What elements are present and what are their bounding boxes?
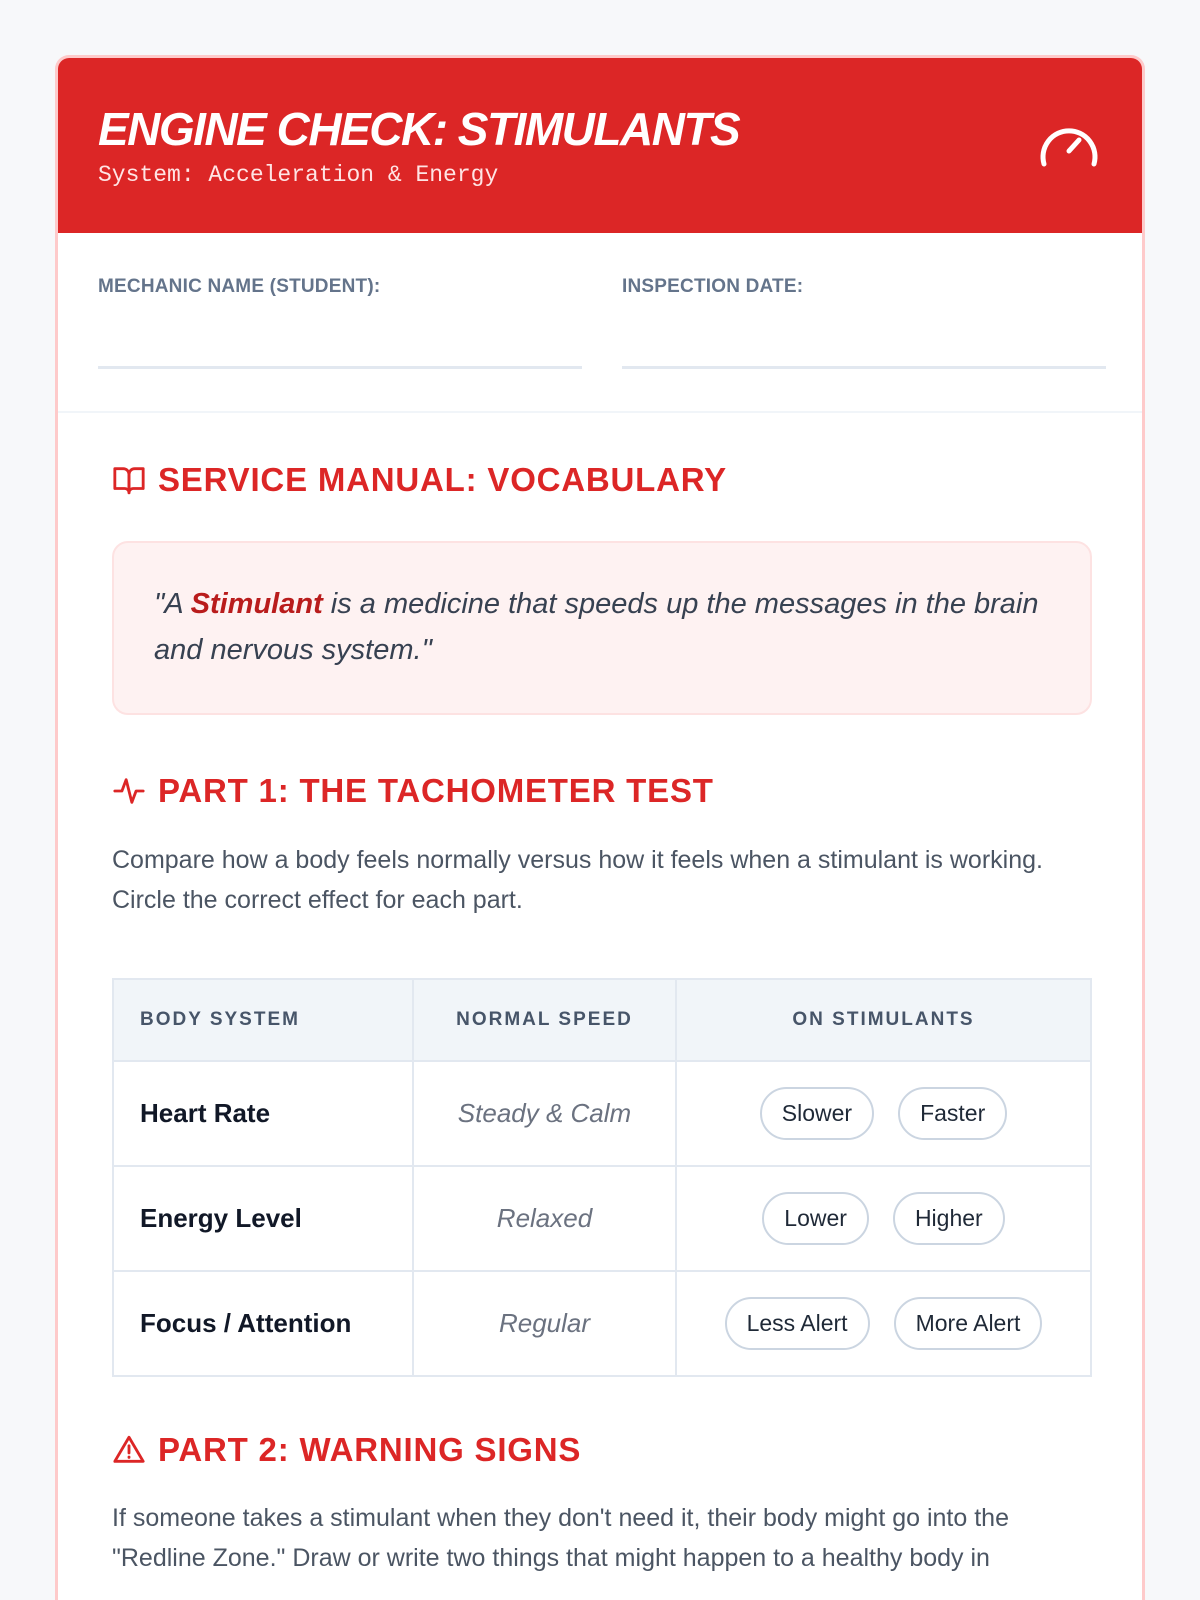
part2-heading <box>112 1431 581 1469</box>
mechanic-name-label: MECHANIC NAME (STUDENT): <box>98 276 381 297</box>
column-header-body-system: BODY SYSTEM <box>113 979 413 1061</box>
definition-text: is a medicine that speeds up the messages in the brain and nervous system." <box>154 588 1039 666</box>
part2-instructions: If someone takes a stimulant when they don't need it, their body might go into the "Redline Zone." Draw or write two things that might happen to a healthy body in <box>112 1504 1009 1572</box>
part2-heading-text: PART 2: WARNING SIGNS <box>158 1431 582 1468</box>
table-header-row <box>113 979 1091 1061</box>
normal-speed-cell: Relaxed <box>413 1166 676 1271</box>
vocabulary-heading <box>112 461 727 499</box>
part1-heading-text: PART 1: THE TACHOMETER TEST <box>158 772 714 809</box>
normal-speed-cell: Regular <box>413 1271 676 1376</box>
inspection-date-label: INSPECTION DATE: <box>622 276 804 297</box>
worksheet-title: ENGINE CHECK: STIMULANTS <box>98 103 740 155</box>
worksheet-header <box>58 58 1142 233</box>
part1-heading <box>112 772 714 810</box>
inspection-date-line[interactable] <box>622 366 1106 369</box>
definition-box <box>112 541 1092 715</box>
definition-quote-open: "A <box>154 588 191 620</box>
option-pill[interactable]: More Alert <box>894 1297 1043 1350</box>
gauge-icon <box>1036 118 1102 184</box>
stimulant-effect-cell <box>676 1061 1091 1166</box>
body-system-cell: Focus / Attention <box>113 1271 413 1376</box>
warning-icon <box>112 1433 146 1467</box>
mechanic-name-line[interactable] <box>98 366 582 369</box>
worksheet-subtitle: System: Acceleration & Energy <box>98 162 499 188</box>
option-pill[interactable]: Slower <box>760 1087 874 1140</box>
vocabulary-heading-text: SERVICE MANUAL: VOCABULARY <box>158 461 727 498</box>
column-header-normal-speed: NORMAL SPEED <box>413 979 676 1061</box>
option-pill[interactable]: Higher <box>893 1192 1005 1245</box>
normal-speed-cell: Steady & Calm <box>413 1061 676 1166</box>
pulse-icon <box>112 774 146 808</box>
student-info-section <box>58 233 1142 413</box>
column-header-on-stimulants: ON STIMULANTS <box>676 979 1091 1061</box>
definition-term: Stimulant <box>190 588 323 620</box>
stimulant-effect-cell <box>676 1271 1091 1376</box>
option-pill[interactable]: Lower <box>762 1192 869 1245</box>
table-row <box>113 1061 1091 1166</box>
part1-instructions: Compare how a body feels normally versus how it feels when a stimulant is working. Circle the correct effect for each part. <box>112 846 1043 914</box>
table-row <box>113 1271 1091 1376</box>
mechanic-name-field[interactable] <box>98 276 582 298</box>
table-row <box>113 1166 1091 1271</box>
stimulant-effect-cell <box>676 1166 1091 1271</box>
option-pill[interactable]: Less Alert <box>725 1297 870 1350</box>
book-icon <box>112 463 146 497</box>
inspection-date-field[interactable] <box>622 276 1106 298</box>
body-system-cell: Energy Level <box>113 1166 413 1271</box>
body-system-cell: Heart Rate <box>113 1061 413 1166</box>
option-pill[interactable]: Faster <box>898 1087 1007 1140</box>
worksheet-card <box>55 55 1145 1600</box>
tachometer-table <box>112 978 1092 1377</box>
